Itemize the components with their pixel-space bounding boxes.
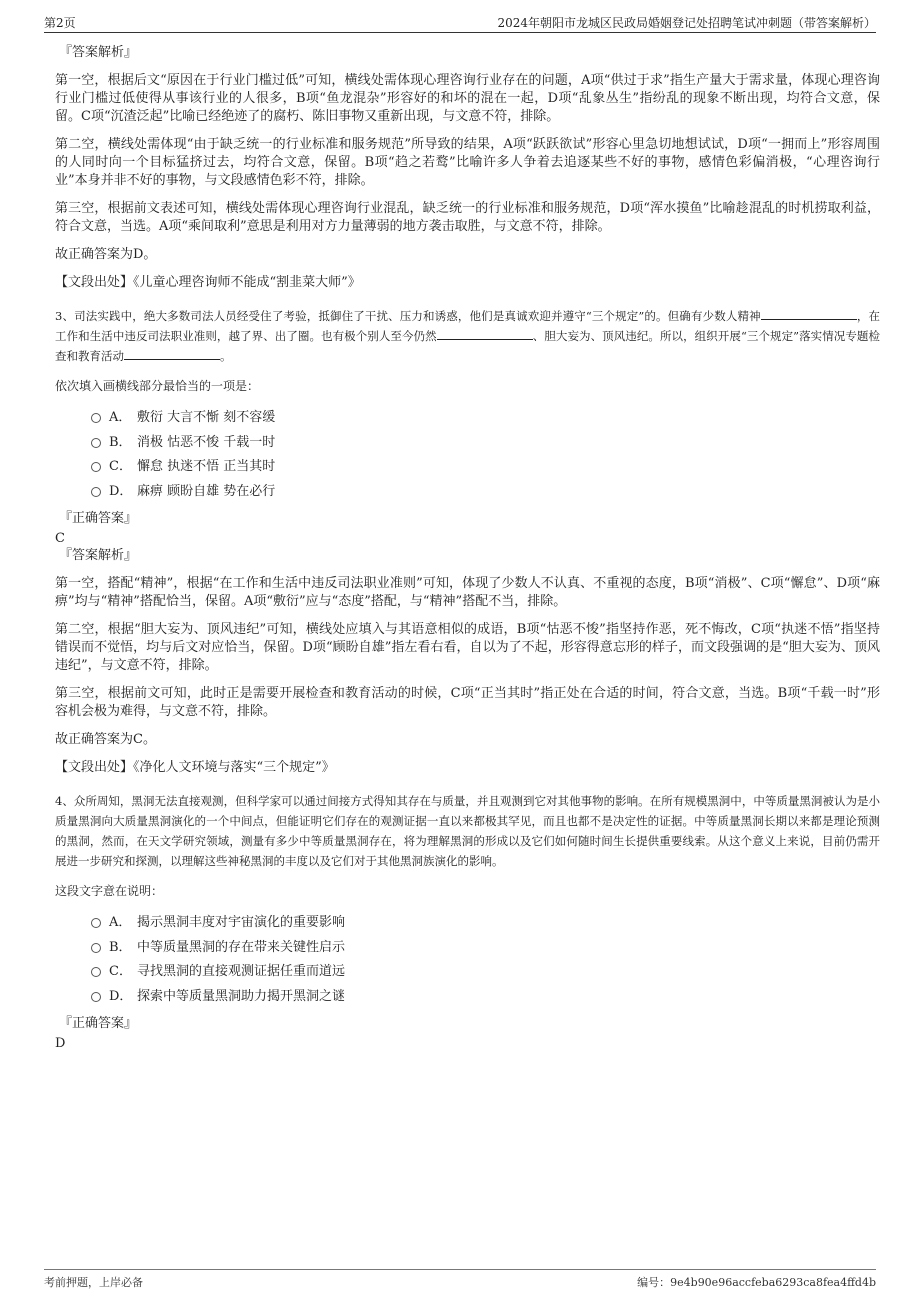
option-key: C． [109, 459, 132, 474]
q3-options [91, 406, 880, 504]
q2-analysis-para-2: 第二空，横线处需体现“由于缺乏统一的行业标准和服务规范”所导致的结果，A项“跃跃欲试”形容心里急切地想试试，D项“一拥而上”形容周围的人同时向一个目标猛挤过去，均符合文意，保留。B项“趋之若鹜”比喻许多人争着去追逐某些不好的事物，感情色彩偏消极，“心理咨询行业”本身并非不好的事物，与文段感情色彩不符，排除。 [55, 137, 880, 188]
q3-conclusion: 故正确答案为C。 [55, 732, 156, 747]
document-body [55, 44, 880, 1052]
q3-stem-part-1: 3、司法实践中，绝大多数司法人员经受住了考验，抵御住了干扰、压力和诱惑，他们是真诚欢迎并遵守“三个规定”的。但确有少数人精神 [55, 309, 761, 323]
q4-stem: 4、众所周知，黑洞无法直接观测，但科学家可以通过间接方式得知其存在与质量，并且观测到它对其他事物的影响。在所有规模黑洞中，中等质量黑洞被认为是小质量黑洞向大质量黑洞演化的一个中间点，但能证明它们存在的观测证据一直以来都极其罕见，而且也都不是决定性的证据。中等质量黑洞长期以来都是理论预测的黑洞，然而，在天文学研究领域，测量有多少中等质量黑洞存在，将为理解黑洞的形成以及它们如何随时间生长提供重要线索。从这个意义上来说，目前仍需开展进一步研究和探测，以理解这些神秘黑洞的丰度以及它们对于其他黑洞族演化的影响。 [55, 794, 880, 868]
option-key: D． [109, 988, 133, 1004]
radio-icon[interactable] [91, 992, 101, 1002]
q3-analysis-tag: 『答案解析』 [59, 548, 138, 563]
q3-stem-part-3: 、胆大妄为、顶风违纪。所以，组织开展“三个规定”落实情况专题检查和教育活动 [55, 329, 880, 363]
q2-analysis-para-1: 第一空，根据后文“原因在于行业门槛过低”可知，横线处需体现心理咨询行业存在的问题，A项“供过于求”指生产量大于需求量，体现心理咨询行业门槛过低使得从事该行业的人很多，B项“鱼龙混杂”形容好的和坏的混在一起，D项“乱象丛生”指纷乱的现象不断出现，均符合文意，保留。C项“沉渣泛起”比喻已经绝迹了的腐朽、陈旧事物又重新出现，与文意不符，排除。 [55, 73, 880, 124]
q3-analysis-para-2: 第二空，根据“胆大妄为、顶风违纪”可知，横线处应填入与其语意相似的成语，B项“怙恶不悛”指坚持作恶，死不悔改，C项“执迷不悟”指坚持错误而不觉悟，均与后文对应恰当，保留。D项“顾盼自雄”指左看右看，自以为了不起，形容得意忘形的样子，而文段强调的是“胆大妄为、顶风违纪”，与文意不符，排除。 [55, 622, 880, 673]
radio-icon[interactable] [91, 918, 101, 928]
option-text: 消极 怙恶不悛 千载一时 [137, 434, 276, 450]
q3-analysis-para-3: 第三空，根据前文可知，此时正是需要开展检查和教育活动的时候，C项“正当其时”指正处在合适的时间，符合文意，当选。B项“千载一时”形容机会极为难得，与文意不符，排除。 [55, 686, 880, 719]
q3-stem-part-4: 。 [220, 349, 232, 363]
q3-blank-3 [124, 347, 220, 360]
q4-option-a[interactable] [91, 911, 880, 936]
q4-prompt: 这段文字意在说明： [55, 884, 164, 898]
q4-correct-tag: 『正确答案』 [59, 1016, 138, 1031]
option-key: C． [109, 964, 132, 979]
option-key: B． [109, 434, 132, 450]
q3-blank-1 [761, 307, 857, 320]
q3-prompt: 依次填入画横线部分最恰当的一项是： [55, 379, 260, 393]
q2-conclusion: 故正确答案为D。 [55, 247, 157, 262]
radio-icon[interactable] [91, 413, 101, 423]
radio-icon[interactable] [91, 487, 101, 497]
q4-option-d[interactable] [91, 985, 880, 1010]
q3-option-d[interactable] [91, 480, 880, 505]
option-text: 寻找黑洞的直接观测证据任重而道远 [137, 964, 346, 979]
option-key: B． [109, 939, 132, 955]
q3-option-a[interactable] [91, 406, 880, 431]
option-text: 中等质量黑洞的存在带来关键性启示 [137, 939, 346, 955]
option-text: 探索中等质量黑洞助力揭开黑洞之谜 [137, 988, 346, 1004]
q3-correct-answer: C [55, 531, 65, 546]
radio-icon[interactable] [91, 462, 101, 472]
q2-analysis-para-3: 第三空，根据前文表述可知，横线处需体现心理咨询行业混乱，缺乏统一的行业标准和服务规范，D项“浑水摸鱼”比喻趁混乱的时机捞取利益，符合文意，当选。A项“乘间取利”意思是利用对方力量薄弱的地方袭击取胜，与文意不符，排除。 [55, 201, 880, 234]
q2-source: 【文段出处】《儿童心理咨询师不能成“割韭菜大师”》 [55, 275, 361, 290]
page-header [44, 12, 876, 33]
document-id: 编号：9e4b90e96accfeba6293ca8fea4ffd4b [637, 1276, 876, 1289]
option-text: 敷衍 大言不惭 刻不容缓 [137, 410, 276, 425]
radio-icon[interactable] [91, 438, 101, 448]
q3-option-b[interactable] [91, 431, 880, 456]
option-key: A． [109, 915, 132, 930]
q3-blank-2 [437, 327, 533, 340]
q3-option-c[interactable] [91, 455, 880, 480]
radio-icon[interactable] [91, 967, 101, 977]
q4-options [91, 911, 880, 1009]
option-text: 揭示黑洞丰度对宇宙演化的重要影响 [137, 915, 346, 930]
page-number: 第2页 [44, 16, 76, 30]
q3-correct-tag: 『正确答案』 [59, 511, 138, 526]
q4-correct-answer: D [55, 1036, 66, 1051]
q3-analysis-para-1: 第一空，搭配“精神”，根据“在工作和生活中违反司法职业准则”可知，体现了少数人不认真、不重视的态度，B项“消极”、C项“懈怠”、D项“麻痹”均与“精神”搭配恰当，保留。A项“敷衍”应与“态度”搭配，与“精神”搭配不当，排除。 [55, 576, 880, 609]
q3-stem [55, 306, 880, 366]
option-key: D． [109, 483, 133, 499]
q4-option-c[interactable] [91, 960, 880, 985]
page-footer [44, 1269, 876, 1288]
radio-icon[interactable] [91, 943, 101, 953]
option-key: A． [109, 410, 132, 425]
q4-option-b[interactable] [91, 936, 880, 961]
q3-stem-part-2: ，在工作和生活中违反司法职业准则，越了界、出了圈。也有极个别人至今仍然 [55, 309, 880, 343]
q2-analysis-tag: 『答案解析』 [59, 45, 138, 60]
q3-source: 【文段出处】《净化人文环境与落实“三个规定”》 [55, 760, 335, 775]
footer-slogan: 考前押题，上岸必备 [44, 1276, 143, 1289]
document-title: 2024年朝阳市龙城区民政局婚姻登记处招聘笔试冲刺题（带答案解析） [497, 16, 876, 30]
option-text: 懈怠 执迷不悟 正当其时 [137, 459, 276, 474]
option-text: 麻痹 顾盼自雄 势在必行 [137, 483, 276, 499]
